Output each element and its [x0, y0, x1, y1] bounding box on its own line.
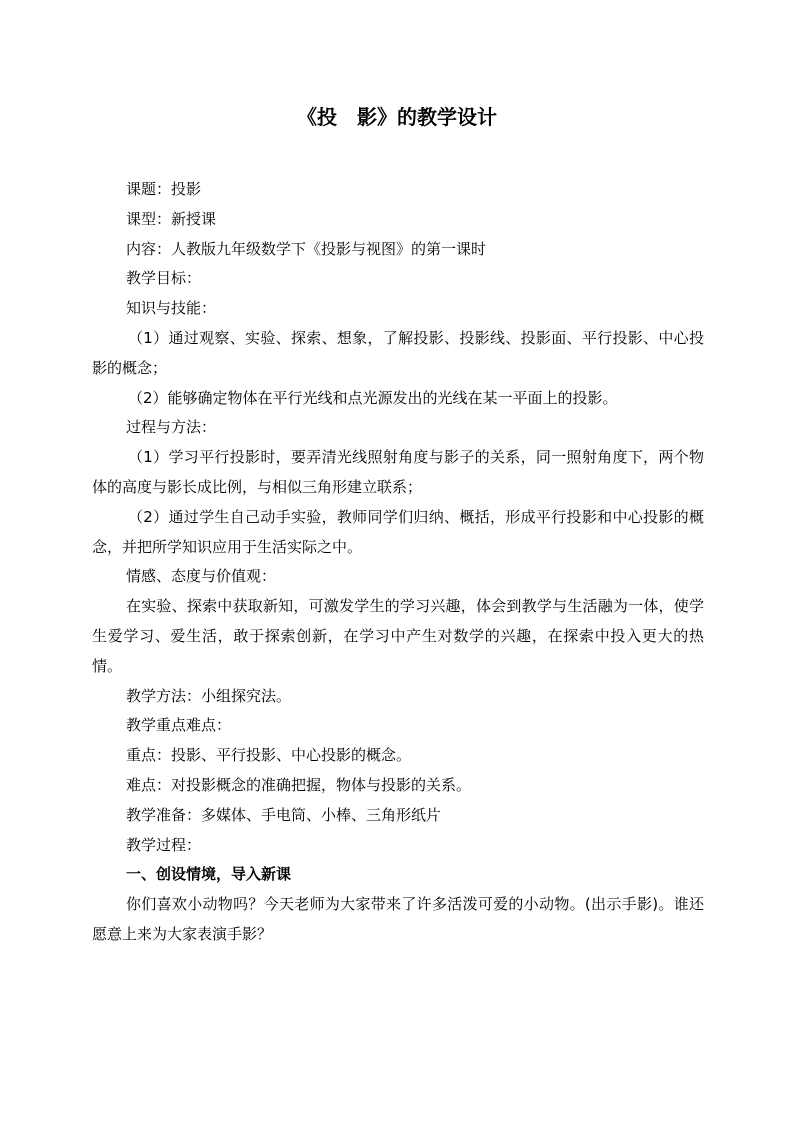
paragraph: 教学重点难点：	[126, 716, 232, 735]
paragraph: 教学方法：小组探究法。	[126, 686, 292, 705]
paragraph: 过程与方法：	[126, 418, 217, 437]
paragraph: （1）学习平行投影时，要弄清光线照射角度与影子的关系，同一照射角度下，两个物体的高度与影长成比例，与相似三角形建立联系；	[92, 448, 704, 496]
document-title: 《投 影》的教学设计	[297, 105, 497, 129]
paragraph: 难点：对投影概念的准确把握，物体与投影的关系。	[126, 775, 472, 794]
paragraph: （1）通过观察、实验、探索、想象，了解投影、投影线、投影面、平行投影、中心投影的概念；	[92, 328, 704, 377]
paragraph: 教学过程：	[126, 835, 202, 854]
paragraph: 你们喜欢小动物吗？今天老师为大家带来了许多活泼可爱的小动物。(出示手影)。谁还愿意上来为大家表演手影？	[92, 895, 704, 943]
paragraph: 内容：人教版九年级数学下《投影与视图》的第一课时	[126, 239, 487, 258]
paragraph: 课题：投影	[126, 180, 202, 198]
paragraph: （2）能够确定物体在平行光线和点光源发出的光线在某一平面上的投影。	[128, 388, 618, 407]
paragraph: 教学准备：多媒体、手电筒、小棒、三角形纸片	[126, 805, 442, 824]
paragraph: 课型：新授课	[126, 209, 217, 228]
paragraph: 教学目标：	[126, 269, 202, 288]
paragraph: 一、创设情境，导入新课	[126, 865, 292, 884]
paragraph: 在实验、探索中获取新知，可激发学生的学习兴趣，体会到教学与生活融为一体，使学生爱学习、爱生活，敢于探索创新，在学习中产生对数学的兴趣，在探索中投入更大的热情。	[92, 597, 704, 675]
document-body	[92, 175, 704, 950]
paragraph: 重点：投影、平行投影、中心投影的概念。	[126, 746, 412, 765]
paragraph: （2）通过学生自己动手实验，教师同学们归纳、概括，形成平行投影和中心投影的概念，并把所学知识应用于生活实际之中。	[92, 507, 704, 556]
paragraph: 情感、态度与价值观：	[126, 567, 277, 586]
paragraph: 知识与技能：	[126, 299, 217, 318]
